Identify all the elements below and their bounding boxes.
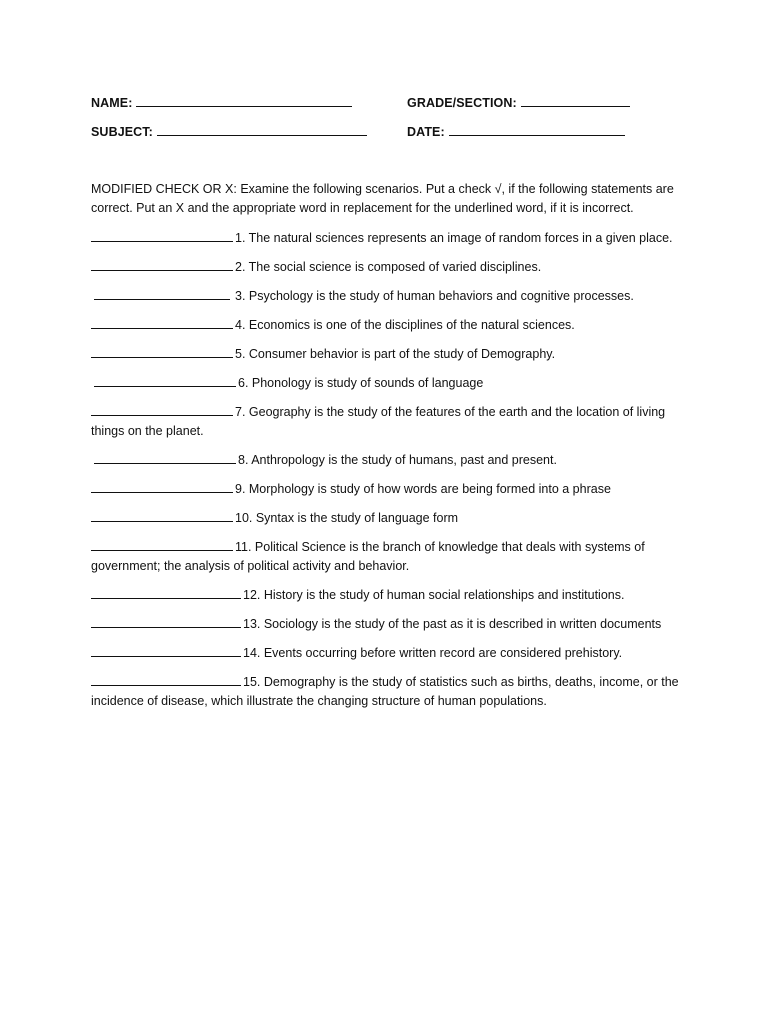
question-text: 11. Political Science is the branch of knowledge that deals with systems of government; the analysis of political activity and behavior. [91,540,645,573]
question-text: 12. History is the study of human social relationships and institutions. [243,588,625,602]
question-item-12 [91,586,691,605]
question-list [91,229,691,721]
question-item-3 [91,287,691,306]
date-label: DATE: [407,125,445,139]
answer-blank[interactable] [91,644,241,657]
instructions: MODIFIED CHECK OR X: Examine the following scenarios. Put a check √, if the following statements are correct. Put an X and the appropriate word in replacement for the underlined word, if it is incorrect. [91,182,674,215]
question-text: 6. Phonology is study of sounds of language [238,376,484,390]
question-text: 1. The natural sciences represents an image of random forces in a given place. [235,231,673,245]
question-text: 10. Syntax is the study of language form [235,511,459,525]
answer-blank[interactable] [91,480,233,493]
question-item-6 [91,374,691,393]
question-text: 4. Economics is one of the disciplines of the natural sciences. [235,318,575,332]
question-text: 13. Sociology is the study of the past as it is described in written documents [243,617,662,631]
answer-blank[interactable] [94,374,236,387]
question-item-2 [91,258,691,277]
answer-blank[interactable] [94,287,230,300]
date-blank[interactable] [449,123,625,136]
date-field [407,123,625,139]
question-item-4 [91,316,691,335]
subject-blank[interactable] [157,123,367,136]
answer-blank[interactable] [94,451,236,464]
question-text: 14. Events occurring before written record are considered prehistory. [243,646,623,660]
question-text: 15. Demography is the study of statistics such as births, deaths, income, or the incidence of disease, which illustrate the changing structure of human populations. [91,675,679,708]
question-item-7 [91,403,691,441]
name-blank[interactable] [136,94,352,107]
question-text: 5. Consumer behavior is part of the study of Demography. [235,347,556,361]
question-item-8 [91,451,691,470]
grade-section-label: GRADE/SECTION: [407,96,517,110]
question-item-14 [91,644,691,663]
subject-label: SUBJECT: [91,125,153,139]
question-item-13 [91,615,691,634]
answer-blank[interactable] [91,229,233,242]
answer-blank[interactable] [91,345,233,358]
answer-blank[interactable] [91,509,233,522]
name-label: NAME: [91,96,133,110]
answer-blank[interactable] [91,538,233,551]
question-text: 2. The social science is composed of varied disciplines. [235,260,542,274]
question-text: 7. Geography is the study of the features of the earth and the location of living things on the planet. [91,405,666,438]
question-text: 8. Anthropology is the study of humans, past and present. [238,453,557,467]
question-item-10 [91,509,691,528]
answer-blank[interactable] [91,615,241,628]
answer-blank[interactable] [91,673,241,686]
name-field [91,94,352,110]
answer-blank[interactable] [91,403,233,416]
question-item-1 [91,229,691,248]
answer-blank[interactable] [91,258,233,271]
subject-field [91,123,367,139]
grade-section-blank[interactable] [521,94,630,107]
answer-blank[interactable] [91,316,233,329]
question-item-5 [91,345,691,364]
question-item-15 [91,673,691,711]
grade-section-field [407,94,630,110]
answer-blank[interactable] [91,586,241,599]
question-text: 3. Psychology is the study of human behaviors and cognitive processes. [235,289,634,303]
question-text: 9. Morphology is study of how words are being formed into a phrase [235,482,611,496]
question-item-9 [91,480,691,499]
question-item-11 [91,538,691,576]
